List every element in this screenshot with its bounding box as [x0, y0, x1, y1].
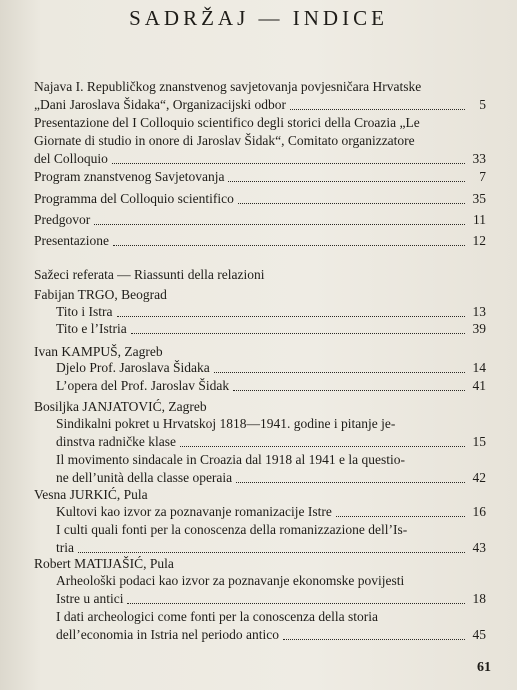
entry-text-line: Presentazione del I Colloquio scientifico degli storici della Croazia „Le [34, 115, 420, 130]
dot-leader [336, 515, 465, 517]
abstract-item [56, 451, 486, 487]
page-title: SADRŽAJ — INDICE [129, 6, 388, 30]
toc-entry [34, 114, 486, 168]
item-text-line: I culti quali fonti per la conoscenza della romanizzazione dell’Is- [56, 522, 408, 537]
dot-leader [78, 551, 465, 553]
entry-page-number: 35 [472, 191, 486, 206]
item-page-number: 16 [472, 504, 486, 519]
abstract-item [56, 503, 486, 521]
item-page-number: 39 [472, 321, 486, 336]
entry-text: „Dani Jaroslava Šidaka“, Organizacijski odbor [34, 97, 287, 112]
dot-leader [214, 371, 465, 373]
entry-text: Presentazione [34, 233, 109, 248]
folio-page-number: 61 [477, 660, 491, 675]
entry-page-number: 7 [479, 169, 486, 184]
abstract-item [56, 521, 486, 557]
entry-text: del Colloquio [34, 151, 108, 166]
dot-leader [228, 180, 465, 182]
entry-text-line: Giornate di studio in onore di Jaroslav Šidak“, Comitato organizzatore [34, 133, 415, 148]
abstract-item [56, 415, 486, 451]
abstract-item [56, 572, 486, 608]
author-name: Vesna JURKIĆ, Pula [34, 487, 148, 502]
entry-page-number: 11 [473, 212, 486, 227]
dot-leader [117, 315, 465, 317]
dot-leader [113, 244, 465, 246]
dot-leader [180, 445, 465, 447]
section-heading: Sažeci referata — Riassunti della relazioni [34, 267, 265, 282]
entry-page-number: 5 [479, 97, 486, 112]
abstract-item [56, 320, 486, 338]
abstract-item [56, 377, 486, 395]
toc-entry [34, 190, 486, 208]
item-text: ne dell’unità della classe operaia [56, 470, 233, 485]
author-name: Fabijan TRGO, Beograd [34, 287, 167, 302]
item-text: Tito i Istra [56, 304, 113, 319]
dot-leader [233, 389, 465, 391]
toc-entry [34, 232, 486, 250]
dot-leader [236, 481, 465, 483]
entry-text: Program znanstvenog Savjetovanja [34, 169, 225, 184]
item-text: Djelo Prof. Jaroslava Šidaka [56, 360, 210, 375]
item-page-number: 13 [472, 304, 486, 319]
item-text: Istre u antici [56, 591, 124, 606]
item-text: Kultovi kao izvor za poznavanje romanizacije Istre [56, 504, 332, 519]
entry-last-line [34, 96, 486, 114]
author-name: Bosiljka JANJATOVIĆ, Zagreb [34, 399, 207, 414]
dot-leader [112, 162, 465, 164]
dot-leader [94, 223, 465, 225]
author-name: Robert MATIJAŠIĆ, Pula [34, 556, 174, 571]
dot-leader [127, 602, 465, 604]
item-text: L’opera del Prof. Jaroslav Šidak [56, 378, 230, 393]
entry-text: Programma del Colloquio scientifico [34, 191, 234, 206]
dot-leader [290, 108, 465, 110]
abstract-item [56, 303, 486, 321]
author-name: Ivan KAMPUŠ, Zagreb [34, 344, 163, 359]
item-page-number: 43 [472, 540, 486, 555]
dot-leader [283, 638, 465, 640]
item-text: tria [56, 540, 74, 555]
item-text: dinstva radničke klase [56, 434, 176, 449]
abstract-item [56, 608, 486, 644]
toc-entry [34, 211, 486, 229]
item-text: Tito e l’Istria [56, 321, 127, 336]
toc-entry [34, 168, 486, 186]
entry-page-number: 12 [472, 233, 486, 248]
item-text-line: Il movimento sindacale in Croazia dal 1918 al 1941 e la questio- [56, 452, 406, 467]
entry-text: Predgovor [34, 212, 91, 227]
item-page-number: 14 [472, 360, 486, 375]
item-text-line: Arheološki podaci kao izvor za poznavanje ekonomske povijesti [56, 573, 405, 588]
item-page-number: 42 [472, 470, 486, 485]
item-page-number: 18 [472, 591, 486, 606]
dot-leader [238, 202, 465, 204]
entry-text-line: Najava I. Republičkog znanstvenog savjetovanja povjesničara Hrvatske [34, 79, 422, 94]
dot-leader [131, 332, 465, 334]
item-page-number: 15 [472, 434, 486, 449]
item-text-line: I dati archeologici come fonti per la conoscenza della storia [56, 609, 378, 624]
entry-page-number: 33 [472, 151, 486, 166]
item-page-number: 41 [472, 378, 486, 393]
entry-last-line [34, 150, 486, 168]
item-text-line: Sindikalni pokret u Hrvatskoj 1818—1941. godine i pitanje je- [56, 416, 396, 431]
toc-entry [34, 78, 486, 114]
item-page-number: 45 [472, 627, 486, 642]
abstract-item [56, 359, 486, 377]
item-text: dell’economia in Istria nel periodo antico [56, 627, 280, 642]
